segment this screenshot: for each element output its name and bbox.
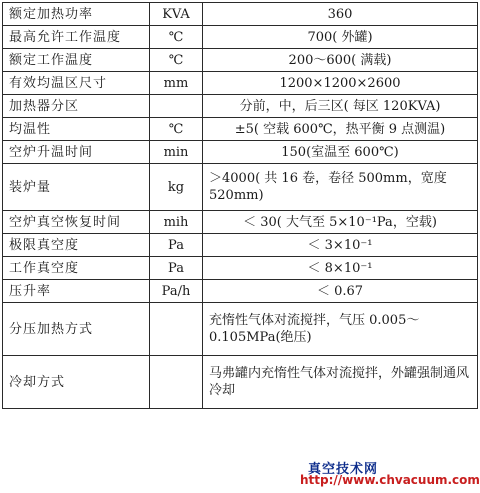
param-value: 1200×1200×2600: [203, 72, 478, 95]
param-value: ±5( 空载 600℃，热平衡 9 点测温): [203, 118, 478, 141]
param-unit: mih: [150, 211, 203, 234]
param-value: 700( 外罐): [203, 26, 478, 49]
param-value: ＜ 0.67: [203, 280, 478, 303]
spec-table: [2, 2, 478, 409]
param-unit: [150, 303, 203, 356]
table-row: [3, 257, 478, 280]
table-row: [3, 3, 478, 26]
param-value: 200～600( 满载): [203, 49, 478, 72]
param-name: 空炉升温时间: [3, 141, 150, 164]
param-name: 工作真空度: [3, 257, 150, 280]
table-row: [3, 280, 478, 303]
table-row: [3, 26, 478, 49]
param-name: 最高允许工作温度: [3, 26, 150, 49]
table-row: [3, 303, 478, 356]
param-value: 马弗罐内充惰性气体对流搅拌，外罐强制通风冷却: [203, 356, 478, 409]
table-row: [3, 72, 478, 95]
watermark-title: 真空技术网: [308, 462, 379, 477]
param-unit: [150, 95, 203, 118]
param-unit: Pa: [150, 234, 203, 257]
param-name: 分压加热方式: [3, 303, 150, 356]
param-name: 加热器分区: [3, 95, 150, 118]
param-value: 充惰性气体对流搅拌，气压 0.005～0.105MPa(绝压): [203, 303, 478, 356]
watermark: [298, 458, 480, 490]
param-value: ＞4000( 共 16 卷，卷径 500mm，宽度 520mm): [203, 164, 478, 211]
param-name: 冷却方式: [3, 356, 150, 409]
param-value: ＜ 30( 大气至 5×10⁻¹Pa，空载): [203, 211, 478, 234]
param-name: 均温性: [3, 118, 150, 141]
watermark-url: http://www.chvacuum.com: [300, 473, 480, 487]
param-name: 压升率: [3, 280, 150, 303]
param-unit: ℃: [150, 26, 203, 49]
param-unit: ℃: [150, 118, 203, 141]
param-unit: Pa: [150, 257, 203, 280]
param-value: ＜ 3×10⁻¹: [203, 234, 478, 257]
param-unit: [150, 356, 203, 409]
param-unit: mm: [150, 72, 203, 95]
param-value: 分前，中，后三区( 每区 120KVA): [203, 95, 478, 118]
param-unit: KVA: [150, 3, 203, 26]
table-row: [3, 49, 478, 72]
param-name: 额定工作温度: [3, 49, 150, 72]
param-name: 额定加热功率: [3, 3, 150, 26]
param-name: 极限真空度: [3, 234, 150, 257]
table-row: [3, 356, 478, 409]
param-value: 150(室温至 600℃): [203, 141, 478, 164]
param-unit: kg: [150, 164, 203, 211]
param-unit: ℃: [150, 49, 203, 72]
param-unit: Pa/h: [150, 280, 203, 303]
table-row: [3, 234, 478, 257]
param-name: 空炉真空恢复时间: [3, 211, 150, 234]
param-unit: min: [150, 141, 203, 164]
table-row: [3, 211, 478, 234]
param-name: 装炉量: [3, 164, 150, 211]
param-name: 有效均温区尺寸: [3, 72, 150, 95]
table-row: [3, 141, 478, 164]
param-value: 360: [203, 3, 478, 26]
table-row: [3, 118, 478, 141]
table-row: [3, 95, 478, 118]
param-value: ＜ 8×10⁻¹: [203, 257, 478, 280]
table-row: [3, 164, 478, 211]
